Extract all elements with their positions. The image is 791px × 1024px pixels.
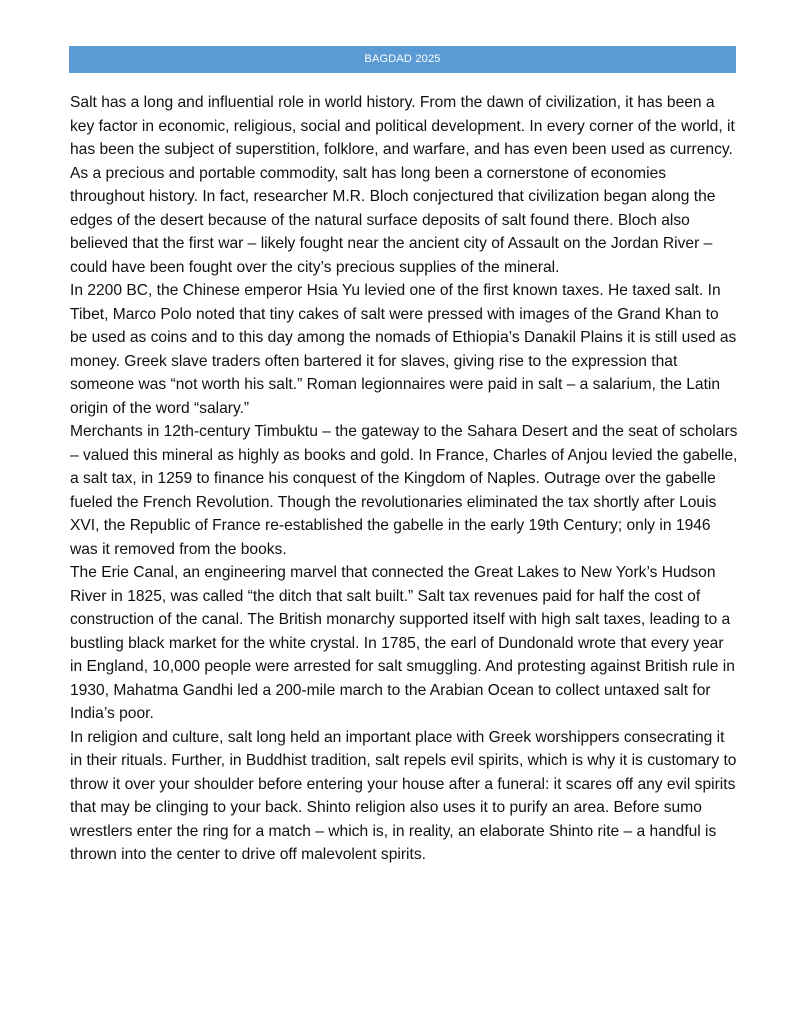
page-header-bar	[69, 46, 736, 73]
paragraph-economies: As a precious and portable commodity, salt has long been a cornerstone of economies throughout history. In fact, researcher M.R. Bloch conjectured that civilization began along the edges of the desert because of the natural surface deposits of salt found there. Bloch also believed that the first war – likely fought near the ancient city of Assault on the Jordan River – could have been fought over the city’s precious supplies of the mineral.	[70, 164, 716, 276]
paragraph-religion-culture: In religion and culture, salt long held an important place with Greek worshippers consecrating it in their rituals. Further, in Buddhist tradition, salt repels evil spirits, which is why it is customary to throw it over your shoulder before entering your house after a funeral: it scares off any evil spirits that may be clinging to your back. Shinto religion also uses it to purify an area. Before sumo wrestlers enter the ring for a match – which is, in reality, an elaborate Shinto rite – a handful is thrown into the center to drive off malevolent spirits.	[70, 728, 737, 863]
header-title: BAGDAD 2025	[364, 53, 441, 65]
paragraph-erie-canal: The Erie Canal, an engineering marvel that connected the Great Lakes to New York’s Hudson River in 1825, was called “the ditch that salt built.” Salt tax revenues paid for half the cost of construction of the canal. The British monarchy supported itself with high salt taxes, leading to a bustling black market for the white crystal. In 1785, the earl of Dundonald wrote that every year in England, 10,000 people were arrested for salt smuggling. And protesting against British rule in 1930, Mahatma Gandhi led a 200-mile march to the Arabian Ocean to collect untaxed salt for India’s poor.	[70, 564, 735, 722]
document-body	[70, 91, 738, 867]
paragraph-taxes-currency: In 2200 BC, the Chinese emperor Hsia Yu levied one of the first known taxes. He taxed salt. In Tibet, Marco Polo noted that tiny cakes of salt were pressed with images of the Grand Khan to be used as coins and to this day among the nomads of Ethiopia’s Danakil Plains it is still used as money. Greek slave traders often bartered it for slaves, giving rise to the expression that someone was “not worth his salt.” Roman legionnaires were paid in salt – a salarium, the Latin origin of the word “salary.”	[70, 282, 737, 417]
paragraph-history-overview: Salt has a long and influential role in world history. From the dawn of civilization, it has been a key factor in economic, religious, social and political development. In every corner of the world, it has been the subject of superstition, folklore, and warfare, and has even been used as currency.	[70, 94, 735, 158]
paragraph-timbuktu-gabelle: Merchants in 12th-century Timbuktu – the gateway to the Sahara Desert and the seat of scholars – valued this mineral as highly as books and gold. In France, Charles of Anjou levied the gabelle, a salt tax, in 1259 to finance his conquest of the Kingdom of Naples. Outrage over the gabelle fueled the French Revolution. Though the revolutionaries eliminated the tax shortly after Louis XVI, the Republic of France re-established the gabelle in the early 19th Century; only in 1946 was it removed from the books.	[70, 423, 738, 558]
